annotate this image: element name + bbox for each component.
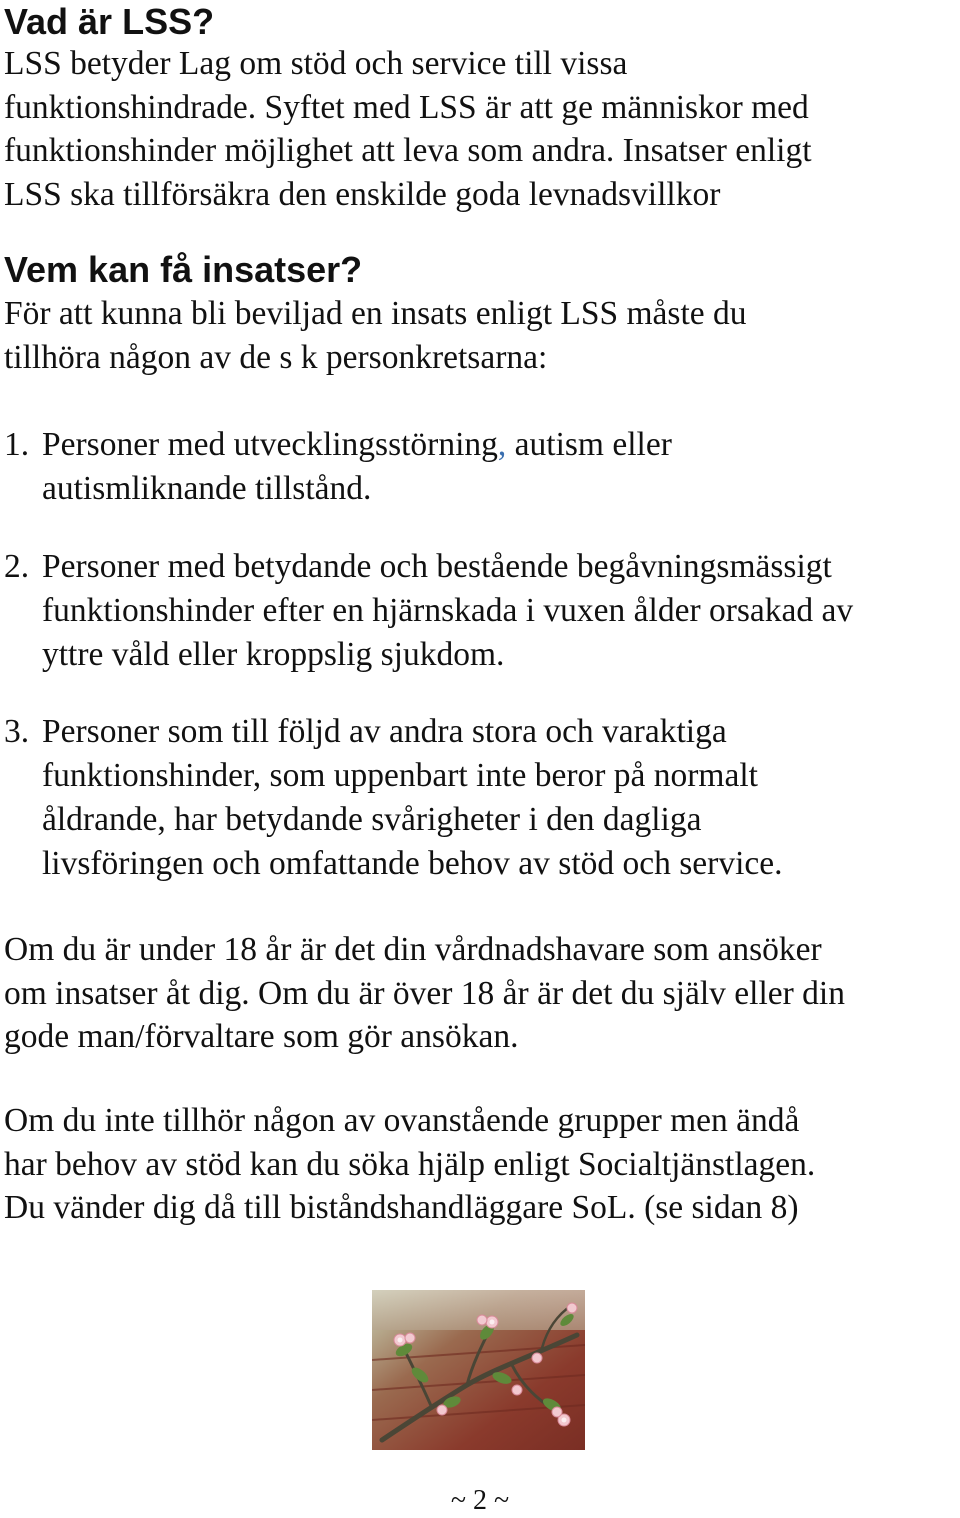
page-number: ~ 2 ~ — [450, 1485, 510, 1516]
text-line: Om du inte tillhör någon av ovanstående grupper men ändå — [4, 1102, 800, 1139]
text-line: Personer som till följd av andra stora och varaktiga — [42, 713, 727, 750]
list-item-1 — [4, 423, 672, 511]
intro-paragraph — [4, 42, 812, 216]
text-line: livsföringen och omfattande behov av stöd och service. — [42, 845, 783, 882]
text-line: tillhöra någon av de s k personkretsarna: — [4, 338, 548, 376]
list-number: 1. — [4, 426, 30, 463]
list-item-3 — [4, 710, 783, 886]
text-line: gode man/förvaltare som gör ansökan. — [4, 1018, 519, 1055]
text-line: åldrande, har betydande svårigheter i den dagliga — [42, 801, 702, 838]
text-line: har behov av stöd kan du söka hjälp enligt Socialtjänstlagen. — [4, 1145, 816, 1183]
list-number: 3. — [4, 713, 30, 750]
text-line: om insatser åt dig. Om du är över 18 år är det du själv eller din — [4, 974, 845, 1012]
list-item-2 — [4, 545, 853, 677]
text-line: funktionshinder, som uppenbart inte beror på normalt — [42, 757, 758, 794]
text-segment: , — [497, 426, 507, 463]
text-line — [42, 423, 672, 467]
text-line: funktionshinder efter en hjärnskada i vuxen ålder orsakad av — [42, 592, 854, 629]
eligibility-paragraph — [4, 292, 747, 379]
text-line: Om du är under 18 år är det din vårdnadshavare som ansöker — [4, 931, 822, 968]
text-line: yttre våld eller kroppslig sjukdom. — [42, 636, 505, 673]
text-segment: autism eller — [506, 426, 672, 463]
text-line: funktionshindrade. Syftet med LSS är att ge människor med — [4, 88, 809, 126]
text-segment: Personer med utvecklingsstörning — [42, 426, 498, 463]
age-paragraph — [4, 928, 845, 1059]
sol-paragraph — [4, 1099, 815, 1230]
apple-blossom-photo — [372, 1290, 585, 1450]
text-line: funktionshinder möjlighet att leva som andra. Insatser enligt — [4, 132, 812, 169]
text-line: LSS betyder Lag om stöd och service till vissa — [4, 45, 628, 82]
text-line: För att kunna bli beviljad en insats enligt LSS måste du — [4, 295, 747, 332]
text-line: LSS ska tillförsäkra den enskilde goda levnadsvillkor — [4, 175, 721, 213]
text-line: Du vänder dig då till biståndshandläggare SoL. (se sidan 8) — [4, 1189, 799, 1226]
apple-blossom-branch-icon — [372, 1290, 585, 1450]
heading-vem-kan-fa-insatser: Vem kan få insatser? — [4, 249, 363, 290]
list-number: 2. — [4, 548, 30, 585]
text-line: Personer med betydande och bestående begåvningsmässigt — [42, 548, 832, 585]
heading-vad-ar-lss: Vad är LSS? — [4, 1, 215, 42]
text-line: autismliknande tillstånd. — [42, 470, 372, 507]
